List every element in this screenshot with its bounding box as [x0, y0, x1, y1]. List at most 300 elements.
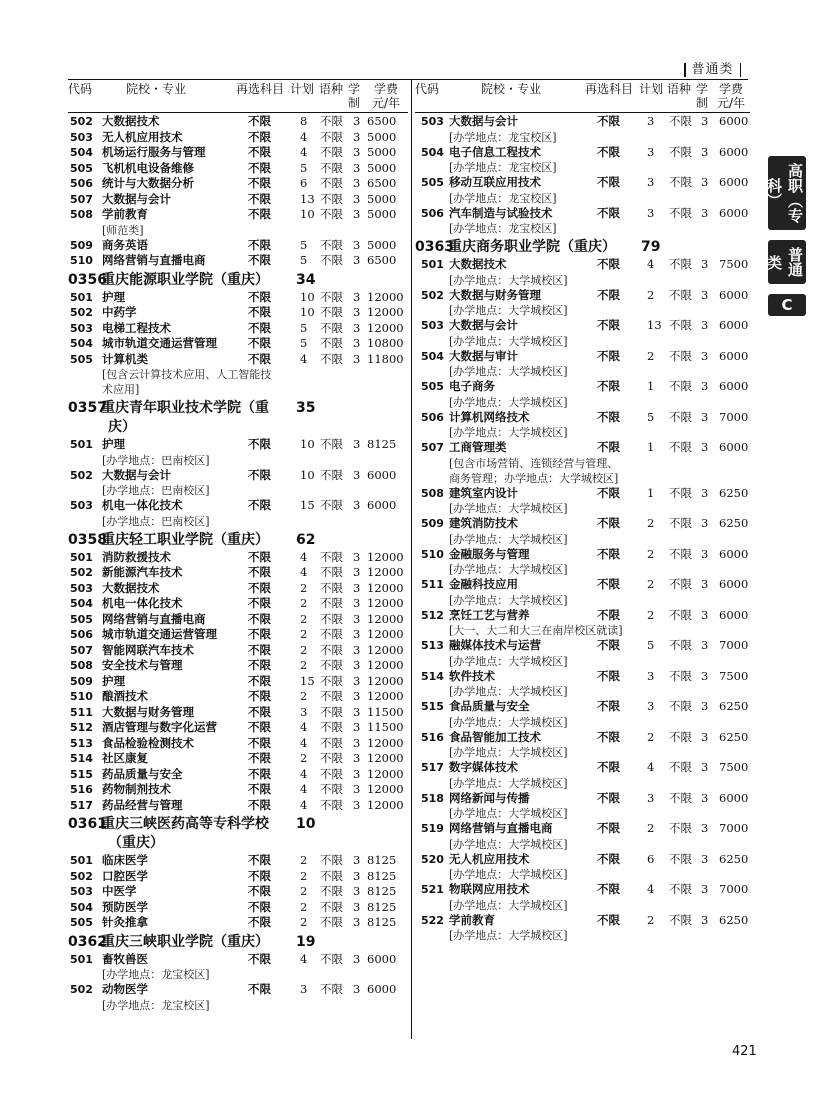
subject-requirement: 不限	[248, 351, 271, 366]
header-lang: 语种	[319, 82, 344, 96]
table-row	[415, 791, 750, 807]
subject-requirement: 不限	[248, 129, 271, 144]
plan-count: 1	[647, 485, 655, 500]
plan-count: 4	[300, 565, 308, 579]
language: 不限	[320, 673, 343, 688]
plan-count: 2	[300, 596, 308, 610]
tuition-fee: 5000	[367, 129, 397, 144]
plan-count: 5	[300, 320, 308, 335]
language: 不限	[320, 751, 343, 765]
tuition-fee: 5000	[367, 160, 397, 175]
language: 不限	[669, 318, 692, 332]
major-name: 飞机机电设备维修	[102, 160, 194, 175]
table-row	[68, 798, 408, 814]
plan-count: 3	[647, 114, 655, 128]
tuition-fee: 7500	[719, 760, 749, 774]
table-row	[415, 114, 750, 130]
major-code: 504	[70, 337, 93, 350]
major-note: [办学地点：巴南校区]	[102, 453, 210, 467]
tuition-fee: 12000	[367, 658, 404, 672]
years: 3	[701, 577, 709, 591]
years: 3	[701, 485, 709, 500]
major-name: 酒店管理与数字化运营	[102, 720, 217, 734]
major-code: 505	[70, 161, 93, 175]
major-name: 大数据与审计	[449, 348, 518, 363]
subject-requirement: 不限	[597, 114, 620, 128]
plan-count: 10	[300, 289, 315, 304]
years: 3	[353, 305, 361, 319]
major-code: 501	[70, 854, 93, 867]
language: 不限	[669, 638, 692, 652]
subject-requirement: 不限	[597, 318, 620, 332]
major-name: 中医学	[102, 884, 137, 898]
years: 3	[353, 658, 361, 672]
major-note: [办学地点：大学城校区]	[449, 654, 568, 668]
years: 3	[353, 884, 361, 898]
table-row	[415, 349, 750, 365]
language: 不限	[320, 899, 343, 914]
plan-count: 10	[300, 207, 315, 221]
major-code: 502	[421, 288, 444, 302]
major-note: [办学地点：龙宝校区]	[449, 130, 557, 144]
tuition-fee: 11500	[367, 704, 404, 719]
major-code: 519	[421, 822, 444, 835]
major-name: 食品检验检测技术	[102, 735, 194, 750]
header-years: 学制	[696, 82, 709, 110]
tuition-fee: 5000	[367, 145, 397, 159]
plan-count: 4	[300, 720, 308, 734]
years: 3	[353, 176, 361, 190]
subject-requirement: 不限	[248, 191, 271, 206]
major-code: 504	[421, 349, 444, 363]
years: 3	[701, 821, 709, 835]
language: 不限	[669, 257, 692, 271]
table-row	[415, 516, 750, 532]
subject-requirement: 不限	[248, 289, 271, 304]
major-code: 522	[421, 913, 444, 927]
table-row	[415, 730, 750, 746]
years: 3	[353, 191, 361, 206]
table-row	[415, 257, 750, 273]
years: 3	[701, 516, 709, 530]
language: 不限	[669, 546, 692, 561]
major-name: 学前教育	[102, 207, 148, 221]
subject-requirement: 不限	[248, 766, 271, 781]
tuition-fee: 6000	[719, 546, 749, 561]
language: 不限	[320, 129, 343, 144]
major-note: [办学地点：大学城校区]	[449, 807, 568, 820]
subject-requirement: 不限	[597, 638, 620, 652]
table-header	[68, 80, 408, 112]
language: 不限	[320, 627, 343, 641]
subject-requirement: 不限	[597, 379, 620, 393]
tuition-fee: 6000	[367, 467, 397, 482]
years: 3	[701, 882, 709, 896]
table-row	[68, 720, 408, 736]
plan-count: 4	[300, 735, 308, 750]
tuition-fee: 8125	[367, 868, 397, 883]
years: 3	[701, 114, 709, 128]
tuition-fee: 7500	[719, 668, 749, 683]
header-code: 代码	[68, 82, 93, 96]
table-row	[68, 627, 408, 643]
subject-requirement: 不限	[248, 797, 271, 812]
major-name: 大数据技术	[449, 257, 507, 271]
tuition-fee: 6500	[367, 114, 397, 128]
major-name: 药物制剂技术	[102, 782, 171, 796]
major-note: [大一、大二和大三在南岸校区就读]	[449, 624, 623, 637]
major-code: 516	[421, 730, 444, 744]
major-name: 大数据技术	[102, 114, 160, 128]
table-row	[68, 192, 408, 208]
side-tabs	[765, 156, 806, 326]
major-code: 501	[70, 550, 93, 564]
major-code: 505	[421, 176, 444, 189]
table-row	[68, 782, 408, 798]
major-name: 大数据与会计	[102, 191, 171, 206]
subject-requirement: 不限	[248, 549, 271, 564]
tuition-fee: 12000	[367, 611, 404, 626]
plan-count: 13	[300, 191, 315, 206]
tuition-fee: 12000	[367, 735, 404, 750]
major-name: 消防救援技术	[102, 549, 171, 564]
plan-count: 2	[647, 546, 655, 561]
language: 不限	[320, 253, 343, 267]
subject-requirement: 不限	[248, 642, 271, 657]
major-note: [办学地点：大学城校区]	[449, 868, 568, 881]
subject-requirement: 不限	[248, 114, 271, 128]
school-name: 重庆青年职业技术学院（重	[101, 400, 269, 416]
tuition-fee: 11800	[367, 351, 404, 366]
table-row	[68, 437, 408, 453]
major-name: 酿酒技术	[102, 689, 148, 703]
category-header	[678, 58, 747, 77]
plan-count: 3	[647, 699, 655, 713]
major-code: 510	[70, 690, 93, 703]
table-row	[68, 869, 408, 885]
tab-vocational[interactable]: 高职（专科）	[768, 156, 806, 230]
right-rows	[415, 112, 750, 943]
table-row	[415, 760, 750, 776]
years: 3	[701, 638, 709, 652]
plan-count: 4	[300, 549, 308, 564]
plan-count: 2	[300, 884, 308, 898]
language: 不限	[320, 207, 343, 221]
header-years: 学制	[348, 82, 361, 110]
column-divider	[411, 79, 412, 1039]
subject-requirement: 不限	[597, 287, 620, 302]
plan-count: 4	[647, 257, 655, 271]
subject-requirement: 不限	[248, 951, 271, 966]
major-name: 网络营销与直播电商	[102, 253, 206, 267]
table-row	[68, 305, 408, 321]
plan-count: 2	[647, 821, 655, 835]
major-code: 506	[421, 410, 444, 424]
tuition-fee: 5000	[367, 207, 397, 221]
tuition-fee: 8125	[367, 853, 397, 867]
subject-requirement: 不限	[248, 207, 271, 221]
major-note: [办学地点：大学城校区]	[449, 929, 568, 942]
language: 不限	[320, 580, 343, 595]
major-name: 食品智能加工技术	[449, 729, 541, 744]
major-name: 工商管理类	[449, 440, 507, 454]
table-row	[68, 253, 408, 269]
tuition-fee: 8125	[367, 915, 397, 929]
school-name: 重庆三峡医药高等专科学校	[101, 816, 269, 832]
plan-count: 13	[647, 318, 662, 332]
major-code: 512	[421, 608, 444, 622]
major-name: 畜牧兽医	[102, 951, 148, 966]
subject-requirement: 不限	[248, 782, 271, 796]
major-name: 护理	[102, 289, 125, 304]
major-code: 507	[70, 643, 93, 657]
years: 3	[353, 580, 361, 595]
major-name: 网络营销与直播电商	[102, 611, 206, 626]
major-name: 大数据与财务管理	[102, 704, 194, 719]
major-code: 504	[421, 145, 444, 159]
table-row	[415, 547, 750, 563]
major-name: 动物医学	[102, 982, 148, 996]
major-code: 501	[70, 952, 93, 966]
tab-general[interactable]: 普通类	[768, 240, 806, 284]
subject-requirement: 不限	[248, 627, 271, 641]
tuition-fee: 6000	[719, 175, 749, 189]
language: 不限	[320, 642, 343, 657]
subject-requirement: 不限	[597, 546, 620, 561]
table-row	[68, 321, 408, 337]
table-row	[68, 468, 408, 484]
table-row	[415, 577, 750, 593]
major-code: 510	[421, 547, 444, 561]
language: 不限	[320, 549, 343, 564]
plan-count: 4	[300, 766, 308, 781]
language: 不限	[669, 882, 692, 896]
language: 不限	[320, 868, 343, 883]
major-code: 517	[70, 798, 93, 812]
major-code: 508	[421, 486, 444, 500]
major-code: 503	[70, 885, 93, 898]
school-plan-total: 35	[296, 400, 316, 416]
plan-count: 3	[647, 668, 655, 683]
subject-requirement: 不限	[597, 668, 620, 683]
major-code: 513	[421, 639, 444, 652]
major-code: 501	[421, 258, 444, 271]
major-note: [办学地点：龙宝校区]	[449, 191, 557, 205]
major-note: [办学地点：巴南校区]	[102, 484, 210, 497]
major-name: 针灸推拿	[102, 915, 148, 929]
language: 不限	[320, 596, 343, 610]
major-name: 汽车制造与试验技术	[449, 205, 553, 220]
plan-count: 1	[647, 379, 655, 393]
tuition-fee: 10800	[367, 336, 404, 350]
language: 不限	[669, 729, 692, 744]
major-name: 中药学	[102, 305, 137, 319]
tuition-fee: 8125	[367, 884, 397, 898]
years: 3	[353, 160, 361, 175]
table-row	[68, 336, 408, 352]
major-name: 社区康复	[102, 751, 148, 765]
language: 不限	[669, 348, 692, 363]
tuition-fee: 6000	[719, 790, 749, 805]
plan-count: 2	[300, 689, 308, 703]
plan-count: 15	[300, 673, 315, 688]
subject-requirement: 不限	[248, 437, 271, 451]
tuition-fee: 6000	[719, 205, 749, 220]
subject-requirement: 不限	[597, 607, 620, 622]
major-name: 烹饪工艺与营养	[449, 607, 530, 622]
right-column	[415, 80, 750, 943]
years: 3	[353, 253, 361, 267]
school-name-continued: 庆）	[108, 419, 136, 435]
language: 不限	[320, 565, 343, 579]
tuition-fee: 5000	[367, 237, 397, 252]
language: 不限	[669, 114, 692, 128]
tuition-fee: 5000	[367, 191, 397, 206]
language: 不限	[320, 160, 343, 175]
major-note: 术应用]	[102, 383, 140, 396]
language: 不限	[320, 437, 343, 451]
major-name: 金融服务与管理	[449, 546, 530, 561]
language: 不限	[320, 951, 343, 966]
plan-count: 2	[647, 912, 655, 927]
major-name: 计算机类	[102, 351, 148, 366]
major-code: 505	[70, 916, 93, 929]
major-note: [办学地点：大学城校区]	[449, 837, 568, 851]
major-code: 505	[70, 352, 93, 366]
major-name: 商务英语	[102, 237, 148, 252]
school-name: 重庆商务职业学院（重庆）	[448, 239, 616, 255]
major-code: 502	[70, 115, 93, 128]
tab-c[interactable]: C	[768, 294, 806, 316]
major-code: 506	[421, 206, 444, 220]
plan-count: 2	[300, 642, 308, 657]
major-note: [办学地点：大学城校区]	[449, 776, 568, 790]
school-code: 0357	[68, 400, 107, 416]
language: 不限	[669, 409, 692, 424]
major-code: 511	[70, 705, 93, 719]
plan-count: 5	[300, 336, 308, 350]
plan-count: 1	[647, 440, 655, 454]
language: 不限	[320, 191, 343, 206]
years: 3	[701, 912, 709, 927]
years: 3	[701, 205, 709, 220]
years: 3	[353, 642, 361, 657]
subject-requirement: 不限	[597, 348, 620, 363]
major-note: [办学地点：大学城校区]	[449, 426, 568, 439]
tuition-fee: 6000	[719, 114, 749, 128]
major-note: [办学地点：大学城校区]	[449, 304, 568, 317]
school-heading	[415, 238, 750, 257]
table-row	[415, 379, 750, 395]
language: 不限	[320, 176, 343, 190]
header-school-major: 院校・专业	[126, 82, 187, 96]
subject-requirement: 不限	[248, 596, 271, 610]
header-plan: 计划	[639, 82, 664, 96]
years: 3	[353, 565, 361, 579]
table-row	[68, 674, 408, 690]
table-row	[415, 440, 750, 456]
language: 不限	[669, 516, 692, 530]
years: 3	[353, 899, 361, 914]
major-name: 物联网应用技术	[449, 882, 530, 896]
subject-requirement: 不限	[597, 144, 620, 159]
major-note: [办学地点：龙宝校区]	[102, 998, 210, 1012]
language: 不限	[669, 699, 692, 713]
major-code: 502	[70, 468, 93, 482]
school-plan-total: 34	[296, 271, 316, 288]
tuition-fee: 12000	[367, 627, 404, 641]
tuition-fee: 6000	[719, 144, 749, 159]
years: 3	[701, 409, 709, 424]
major-note: [办学地点：大学城校区]	[449, 502, 568, 515]
major-note: [办学地点：龙宝校区]	[449, 161, 557, 174]
major-code: 516	[70, 783, 93, 796]
subject-requirement: 不限	[597, 729, 620, 744]
tuition-fee: 6250	[719, 851, 749, 866]
plan-count: 3	[647, 175, 655, 189]
major-code: 503	[70, 321, 93, 335]
plan-count: 5	[647, 638, 655, 652]
language: 不限	[320, 336, 343, 350]
tuition-fee: 12000	[367, 689, 404, 703]
table-header	[415, 80, 750, 112]
subject-requirement: 不限	[248, 145, 271, 159]
subject-requirement: 不限	[248, 611, 271, 626]
language: 不限	[669, 440, 692, 454]
school-name: 重庆三峡职业学院（重庆）	[101, 933, 269, 950]
major-note: [办学地点：大学城校区]	[449, 715, 568, 729]
major-name: 电子商务	[449, 379, 495, 393]
years: 3	[353, 689, 361, 703]
major-code: 504	[70, 900, 93, 914]
tuition-fee: 6000	[719, 440, 749, 454]
table-row	[415, 699, 750, 715]
plan-count: 3	[647, 790, 655, 805]
subject-requirement: 不限	[248, 853, 271, 867]
school-heading	[68, 933, 408, 952]
language: 不限	[320, 766, 343, 781]
tuition-fee: 12000	[367, 766, 404, 781]
years: 3	[701, 144, 709, 159]
language: 不限	[320, 735, 343, 750]
table-row	[415, 882, 750, 898]
table-row	[68, 915, 408, 931]
language: 不限	[320, 704, 343, 719]
tuition-fee: 6000	[719, 379, 749, 393]
table-row	[68, 161, 408, 177]
major-name: 计算机网络技术	[449, 409, 530, 424]
major-code: 512	[70, 721, 93, 734]
language: 不限	[669, 851, 692, 866]
major-name: 食品质量与安全	[449, 699, 530, 713]
major-note: [办学地点：大学城校区]	[449, 334, 568, 348]
tuition-fee: 12000	[367, 565, 404, 579]
header-subject: 再选科目	[236, 82, 285, 96]
plan-count: 6	[647, 851, 655, 866]
plan-count: 4	[300, 951, 308, 966]
subject-requirement: 不限	[248, 160, 271, 175]
language: 不限	[320, 498, 343, 512]
years: 3	[353, 720, 361, 734]
years: 3	[353, 549, 361, 564]
tuition-fee: 6000	[719, 577, 749, 591]
language: 不限	[669, 144, 692, 159]
tuition-fee: 12000	[367, 580, 404, 595]
subject-requirement: 不限	[248, 868, 271, 883]
subject-requirement: 不限	[597, 257, 620, 271]
major-name: 药品经营与管理	[102, 797, 183, 812]
school-plan-total: 79	[641, 239, 661, 255]
